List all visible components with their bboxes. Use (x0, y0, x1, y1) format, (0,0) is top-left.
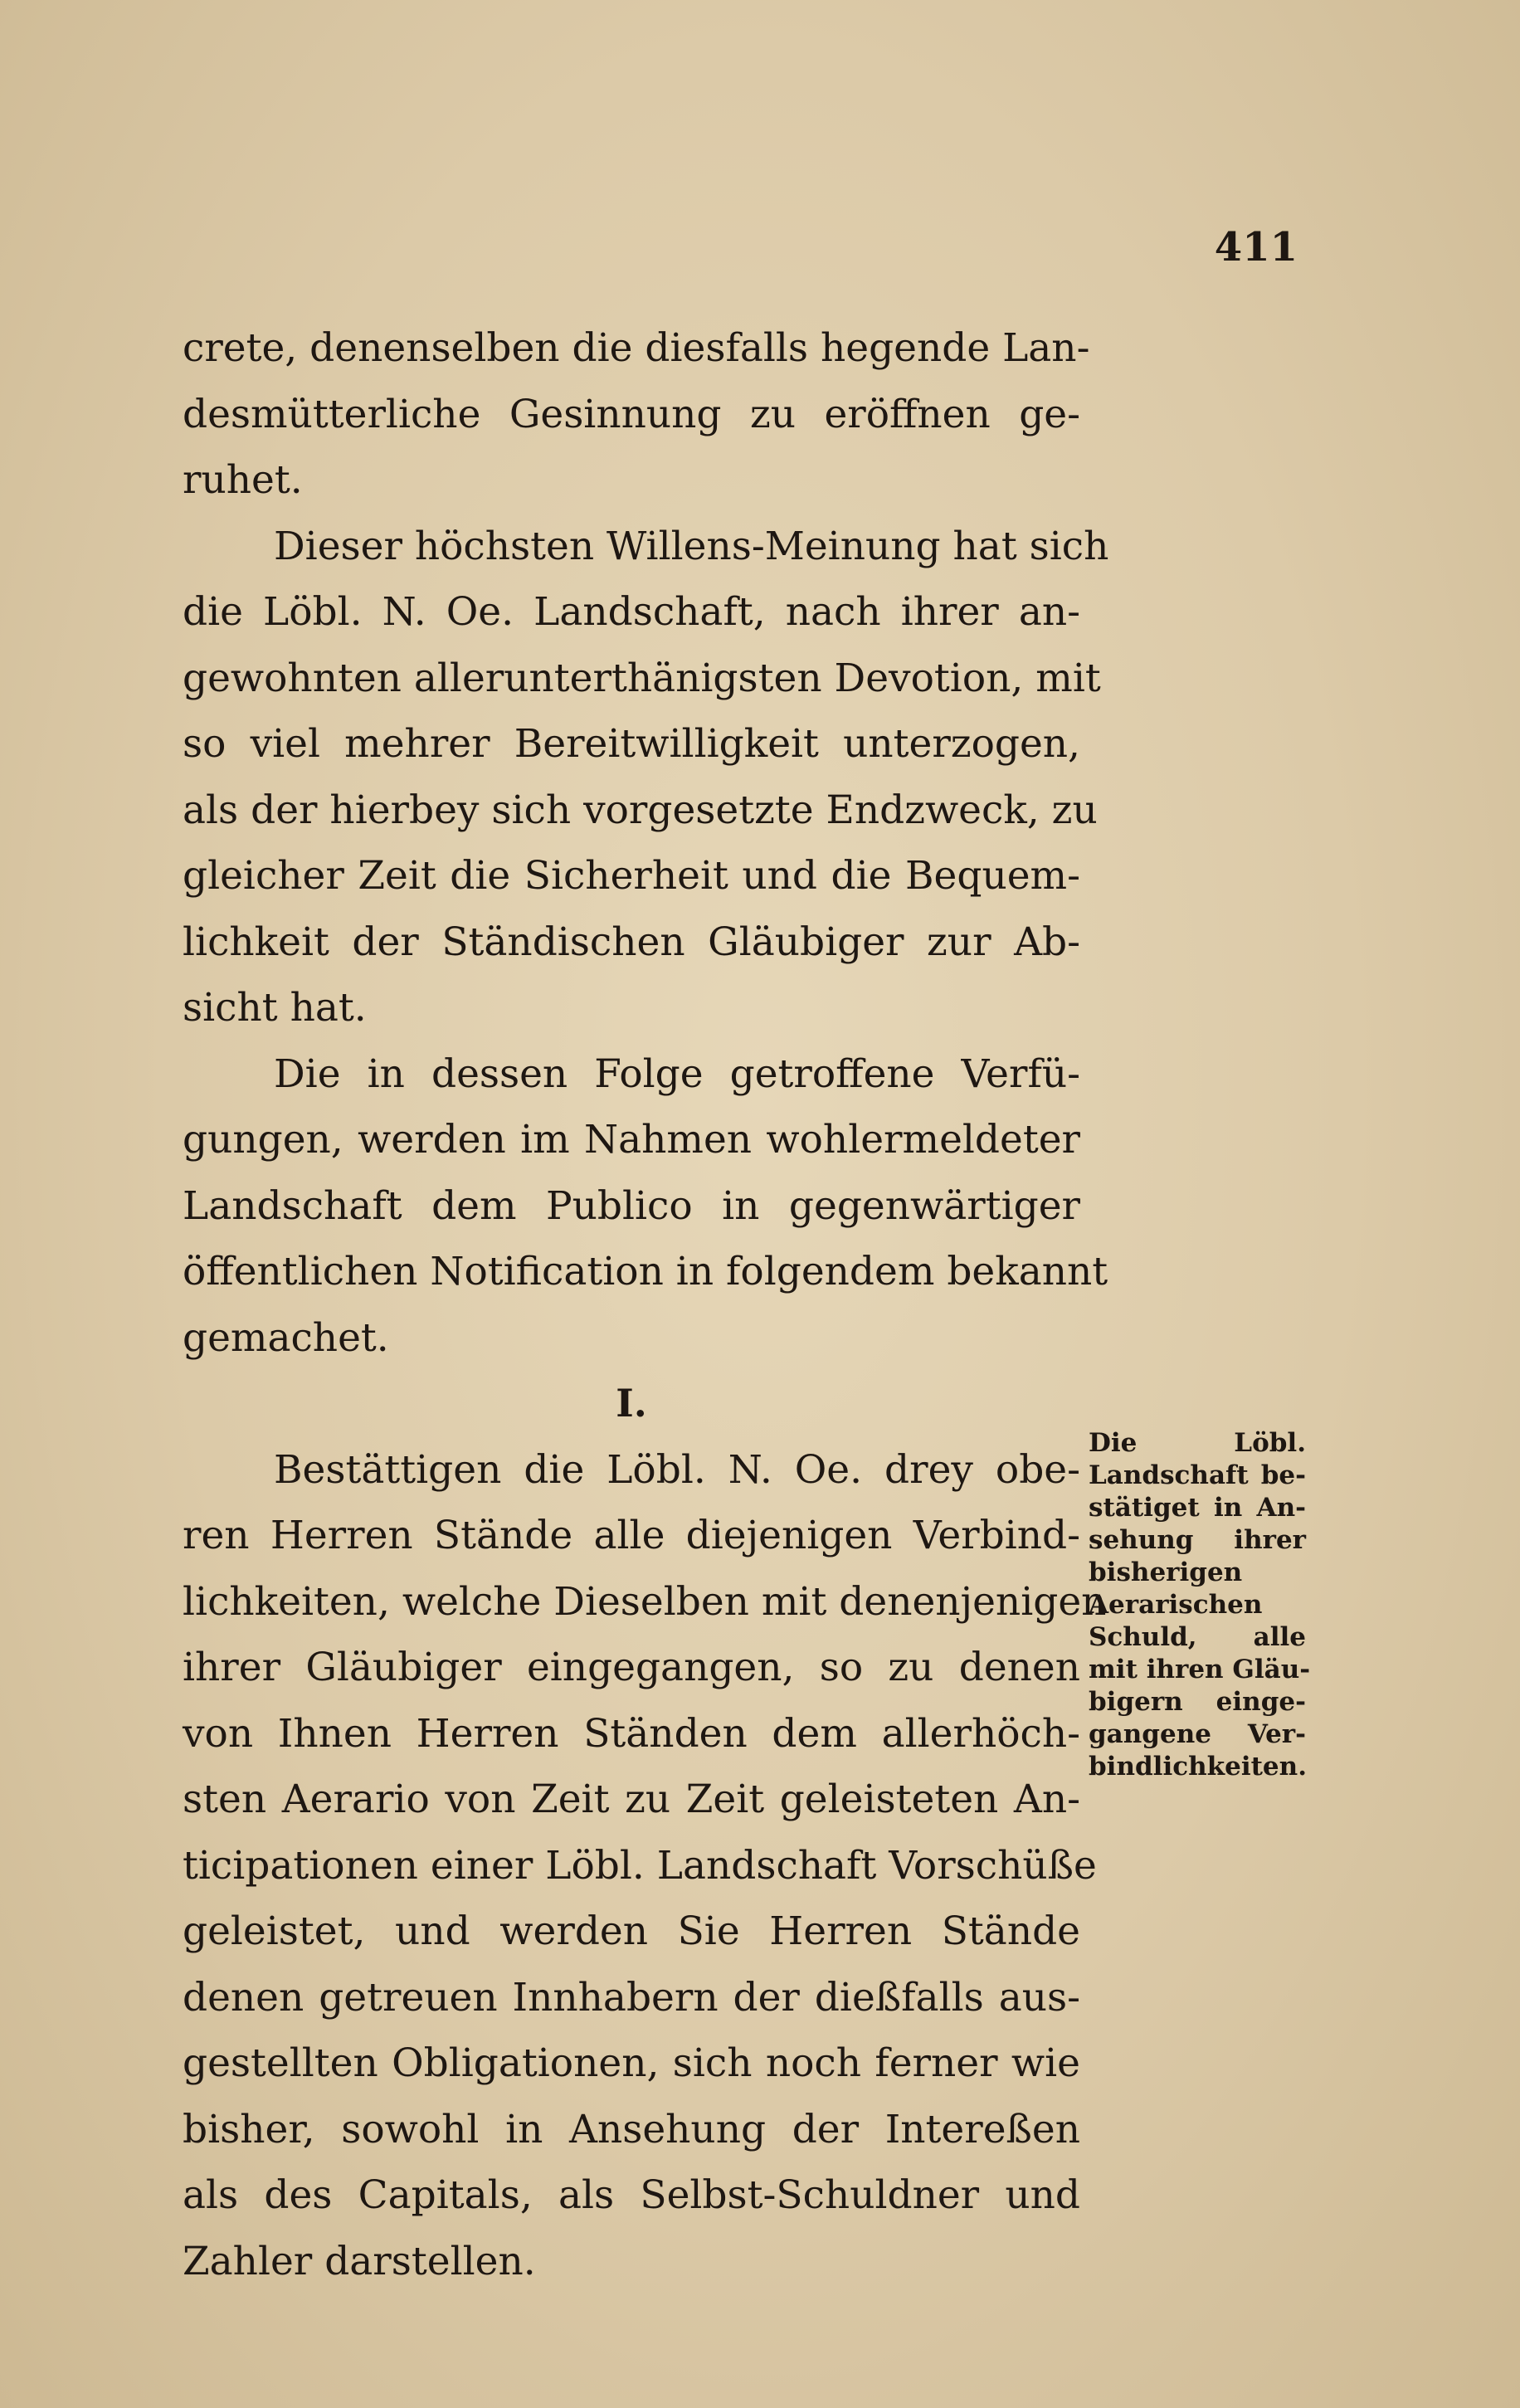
marginal-line: gangene Ver- (1089, 1719, 1306, 1749)
text-line: sten Aerario von Zeit zu Zeit geleisteten An- (183, 1777, 1080, 1822)
text-line: ihrer Gläubiger eingegangen, so zu denen (183, 1645, 1080, 1690)
text-line: gungen, werden im Nahmen wohlermeldeter (183, 1117, 1080, 1163)
marginal-line: bigern einge- (1089, 1687, 1306, 1717)
text-line: ticipationen einer Löbl. Landschaft Vorschüße (183, 1842, 1097, 1889)
text-line: bisher, sowohl in Ansehung der Intereßen (183, 2106, 1080, 2152)
marginal-line: sehung ihrer (1089, 1525, 1306, 1555)
text-line: lichkeit der Ständischen Gläubiger zur Ab- (183, 919, 1080, 965)
text-line: so viel mehrer Bereitwilligkeit unterzogen, (183, 721, 1080, 767)
section-heading: I. (616, 1381, 647, 1426)
text-line: denen getreuen Innhabern der dießfalls aus- (183, 1974, 1080, 2020)
main-text-column (183, 315, 1109, 2294)
paragraph (183, 1041, 1108, 1372)
text-line: als der hierbey sich vorgesetzte Endzweck, zu (183, 787, 1098, 833)
text-line: geleistet, und werden Sie Herren Stände (183, 1908, 1080, 1954)
text-line: ruhet. (183, 457, 303, 503)
text-line: die Löbl. N. Oe. Landschaft, nach ihrer an- (183, 589, 1080, 635)
text-line: crete, denenselben die diesfalls hegende Lan- (183, 325, 1090, 371)
section-paragraph (183, 1437, 1107, 2295)
text-line: gleicher Zeit die Sicherheit und die Bequem- (183, 853, 1080, 899)
paragraph (183, 315, 1090, 514)
marginal-line: bisherigen (1089, 1557, 1243, 1587)
text-line: öffentlichen Notification in folgendem bekannt (183, 1249, 1108, 1294)
text-line: Bestättigen die Löbl. N. Oe. drey obe- (274, 1446, 1080, 1493)
text-line: ren Herren Stände alle diejenigen Verbind- (183, 1513, 1080, 1558)
marginal-line: stätiget in An- (1089, 1493, 1306, 1523)
marginal-line: Landschaft be- (1089, 1460, 1306, 1490)
page-number: 411 (1214, 224, 1298, 271)
text-line: gestellten Obligationen, sich noch ferner wie (183, 2040, 1080, 2086)
text-line: Dieser höchsten Willens-Meinung hat sich (274, 523, 1109, 569)
text-line: Zahler darstellen. (183, 2238, 536, 2284)
text-line: desmütterliche Gesinnung zu eröffnen ge- (183, 391, 1080, 437)
text-line: Landschaft dem Publico in gegenwärtiger (183, 1182, 1080, 1229)
marginal-line: bindlichkeiten. (1089, 1752, 1307, 1782)
text-line: lichkeiten, welche Dieselben mit denenjenigen (183, 1578, 1107, 1625)
marginal-line: Schuld, alle (1089, 1622, 1306, 1652)
text-line: als des Capitals, als Selbst-Schuldner und (183, 2172, 1080, 2218)
text-line: Die in dessen Folge getroffene Verfü- (274, 1050, 1080, 1097)
marginal-note (1089, 1427, 1311, 1783)
paragraph (183, 514, 1109, 1041)
text-line: gemachet. (183, 1314, 389, 1361)
paragraph (183, 1437, 1107, 2295)
text-line: sicht hat. (183, 985, 367, 1031)
marginal-line: mit ihren Gläu- (1089, 1655, 1311, 1684)
marginal-line: Aerarischen (1089, 1590, 1263, 1620)
text-line: von Ihnen Herren Ständen dem allerhöch- (183, 1710, 1080, 1757)
paragraphs (183, 315, 1109, 1371)
text-line: gewohnten allerunterthänigsten Devotion, mit (183, 655, 1101, 701)
marginal-line: Die Löbl. (1089, 1428, 1306, 1458)
